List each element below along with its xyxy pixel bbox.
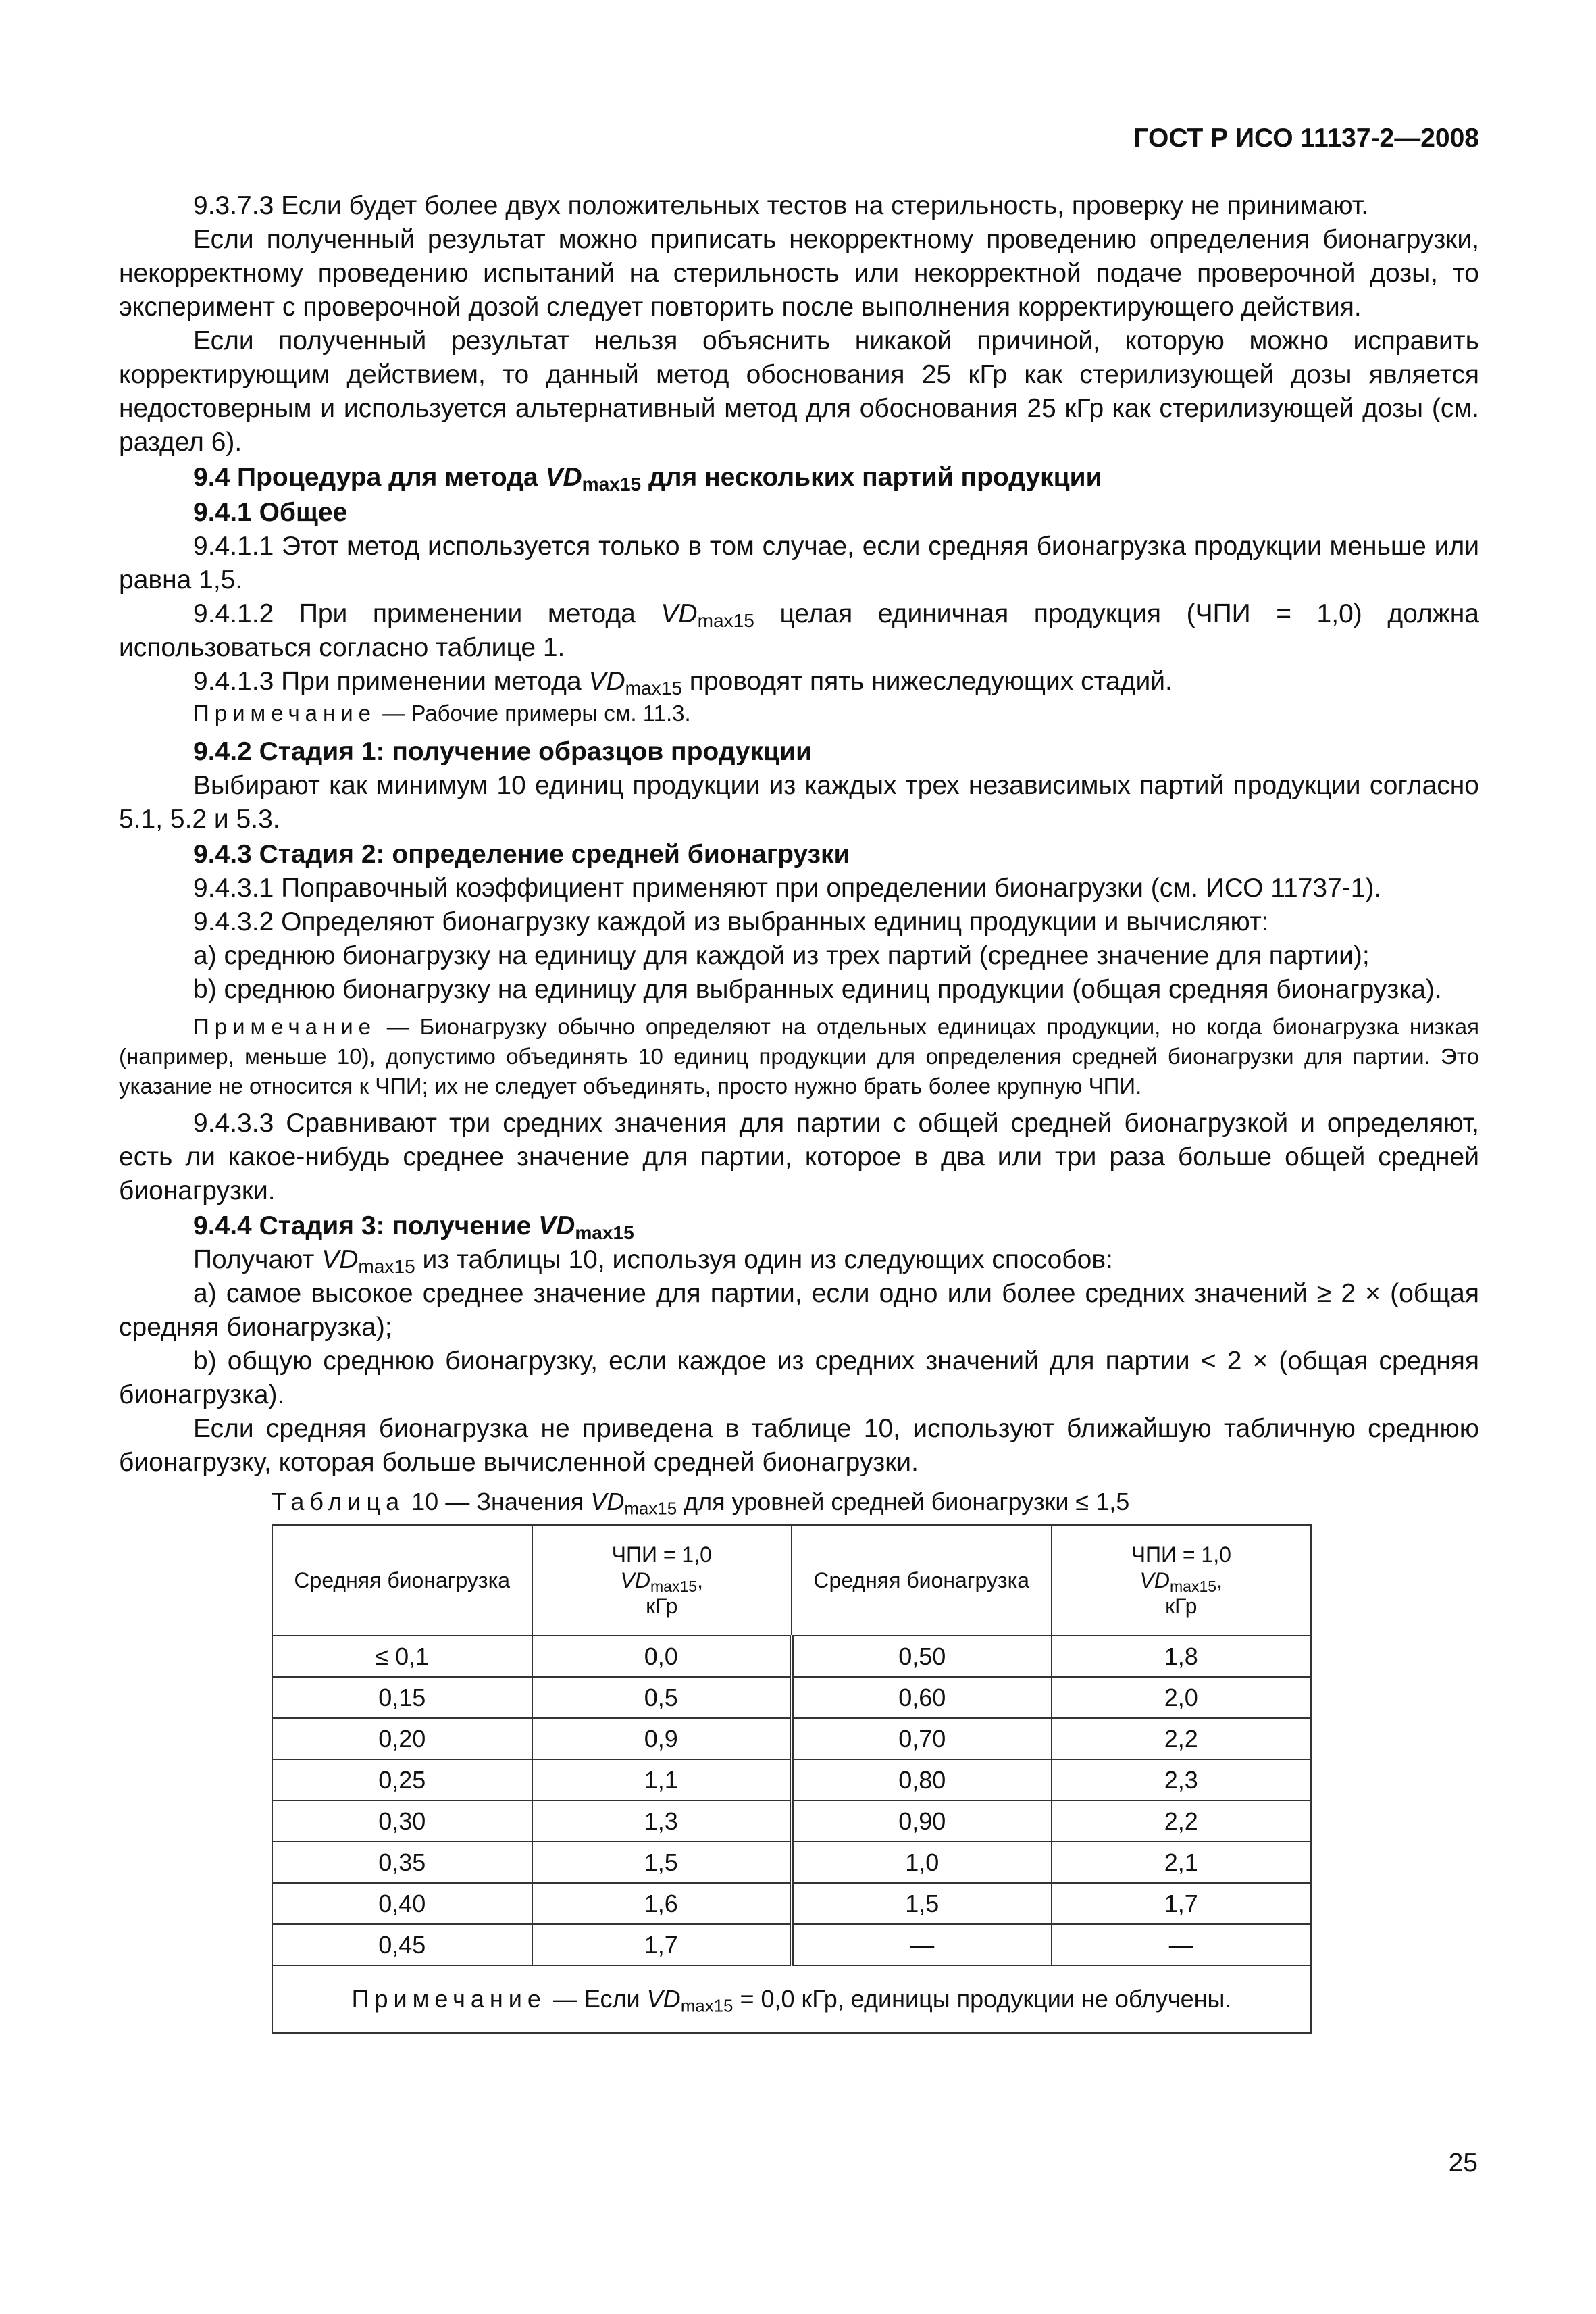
table-cell: 0,30 [272,1801,532,1842]
table-row [272,1636,1311,1677]
paragraph: 9.4.3.3 Сравнивают три средних значения для партии с общей средней бионагрузкой и определяют, есть ли какое-нибудь среднее значение для партии, которое в два или три раза больше общей средней бионагрузки. [119,1109,1479,1205]
table-cell: 2,0 [1052,1677,1312,1718]
list-item: a) самое высокое среднее значение для партии, если одно или более средних значений ≥ 2 × (общая средняя бионагрузка); [119,1279,1479,1342]
table-cell: 0,45 [272,1924,532,1965]
table-note-row [272,1965,1311,2033]
table-cell: 0,50 [792,1636,1052,1677]
table-cell: 1,8 [1052,1636,1312,1677]
table-header-row [272,1525,1311,1636]
table-cell: 0,15 [272,1677,532,1718]
table-row [272,1883,1311,1924]
table-cell: 1,5 [792,1883,1052,1924]
table-cell: 1,5 [532,1842,792,1883]
table-cell: 0,40 [272,1883,532,1924]
table-row [272,1759,1311,1801]
list-item: b) среднюю бионагрузку на единицу для выбранных единиц продукции (общая средняя бионагрузка). [193,975,1442,1004]
table-caption: Таблица 10 — Значения $VD_{max15}$ для уровней средней бионагрузки ≤ 1,5 [272,1488,1130,1519]
table-cell: 1,7 [532,1924,792,1965]
paragraph: 9.3.7.3 Если будет более двух положительных тестов на стерильность, проверку не принимают. [193,191,1369,220]
list-item: a) среднюю бионагрузку на единицу для каждой из трех партий (среднее значение для партии); [193,941,1370,970]
paragraph: Если полученный результат нельзя объяснить никакой причиной, которую можно исправить корректирующим действием, то данный метод обоснования 25 кГр как стерилизующей дозы является недостоверным и используется альтернативный метод для обоснования 25 кГр как стерилизующей дозы (см. раздел 6). [119,326,1479,457]
table-cell: 1,0 [792,1842,1052,1883]
paragraph: Если полученный результат можно приписать некорректному проведению определения бионагрузки, некорректному проведению испытаний на стерильность или некорректной подаче проверочной дозы, то эксперимент с проверочной дозой следует повторить после выполнения корректирующего действия. [119,225,1479,322]
paragraph: Если средняя бионагрузка не приведена в таблице 10, используют ближайшую табличную среднюю бионагрузку, которая больше вычисленной средней бионагрузки. [119,1414,1479,1477]
paragraph: Выбирают как минимум 10 единиц продукции из каждых трех независимых партий продукции согласно 5.1, 5.2 и 5.3. [119,771,1479,834]
paragraph: 9.4.1.3 При применении метода $VD_{max15}$ проводят пять нижеследующих стадий. [193,667,1173,699]
table-cell: 0,80 [792,1759,1052,1801]
table-row [272,1718,1311,1759]
table-cell: 0,25 [272,1759,532,1801]
table-cell: 0,70 [792,1718,1052,1759]
table-cell: 2,2 [1052,1718,1312,1759]
table-cell: 0,5 [532,1677,792,1718]
table-cell: ≤ 0,1 [272,1636,532,1677]
vd-table [272,1524,1312,2034]
paragraph: 9.4.1.1 Этот метод используется только в том случае, если средняя бионагрузка продукции меньше или равна 1,5. [119,532,1479,595]
table-cell: 1,3 [532,1801,792,1842]
table-row [272,1842,1311,1883]
section-heading-9-4-3: 9.4.3 Стадия 2: определение средней бионагрузки [193,840,850,869]
note: Примечание — Бионагрузку обычно определяют на отдельных единицах продукции, но когда бионагрузка низкая (например, меньше 10), допустимо объединять 10 единиц продукции для определения средней бионагрузки для партии. Это указание не относится к ЧПИ; их не следует объединять, просто нужно брать более крупную ЧПИ. [119,1014,1479,1099]
list-item: b) общую среднюю бионагрузку, если каждое из средних значений для партии < 2 × (общая средняя бионагрузка). [119,1347,1479,1409]
paragraph: 9.4.3.1 Поправочный коэффициент применяют при определении бионагрузки (см. ИСО 11737-1). [193,874,1382,903]
table-cell: — [792,1924,1052,1965]
section-heading-9-4: 9.4 Процедура для метода $VD_{max15}$ для нескольких партий продукции [193,463,1102,495]
table-cell: 2,3 [1052,1759,1312,1801]
table-cell: — [1052,1924,1312,1965]
table-cell: 1,7 [1052,1883,1312,1924]
document-body [119,189,1479,2034]
table-cell: 2,1 [1052,1842,1312,1883]
column-header-vd: ЧПИ = 1,0 $VD_{max15}$, кГр [1052,1525,1312,1636]
section-heading-9-4-4: 9.4.4 Стадия 3: получение $VD_{max15}$ [193,1211,634,1244]
paragraph: 9.4.1.2 При применении метода $VD_{max15}$ целая единичная продукция (ЧПИ = 1,0) должна использоваться согласно таблице 1. [119,599,1479,662]
table-row [272,1801,1311,1842]
document-header: ГОСТ Р ИСО 11137-2—2008 [1133,124,1479,153]
paragraph: 9.4.3.2 Определяют бионагрузку каждой из выбранных единиц продукции и вычисляют: [193,907,1269,936]
table-cell: 1,6 [532,1883,792,1924]
table-cell: 0,90 [792,1801,1052,1842]
table-note: Примечание — Если $VD_{max15} = 0,0$ кГр, единицы продукции не облучены. [272,1965,1311,2033]
column-header-vd: ЧПИ = 1,0 $VD_{max15}$, кГр [532,1525,792,1636]
note: Примечание — Рабочие примеры см. 11.3. [193,701,691,726]
table-cell: 0,20 [272,1718,532,1759]
table-cell: 1,1 [532,1759,792,1801]
table-row [272,1677,1311,1718]
column-header-burden: Средняя бионагрузка [272,1525,532,1636]
paragraph: Получают $VD_{max15}$ из таблицы 10, используя один из следующих способов: [193,1245,1113,1278]
column-header-burden: Средняя бионагрузка [792,1525,1052,1636]
section-heading-9-4-1: 9.4.1 Общее [193,498,348,527]
table-row [272,1924,1311,1965]
table-cell: 0,0 [532,1636,792,1677]
page-number: 25 [1448,2148,1478,2178]
table-cell: 0,60 [792,1677,1052,1718]
section-heading-9-4-2: 9.4.2 Стадия 1: получение образцов продукции [193,737,813,766]
table-cell: 0,35 [272,1842,532,1883]
table-cell: 2,2 [1052,1801,1312,1842]
table-cell: 0,9 [532,1718,792,1759]
